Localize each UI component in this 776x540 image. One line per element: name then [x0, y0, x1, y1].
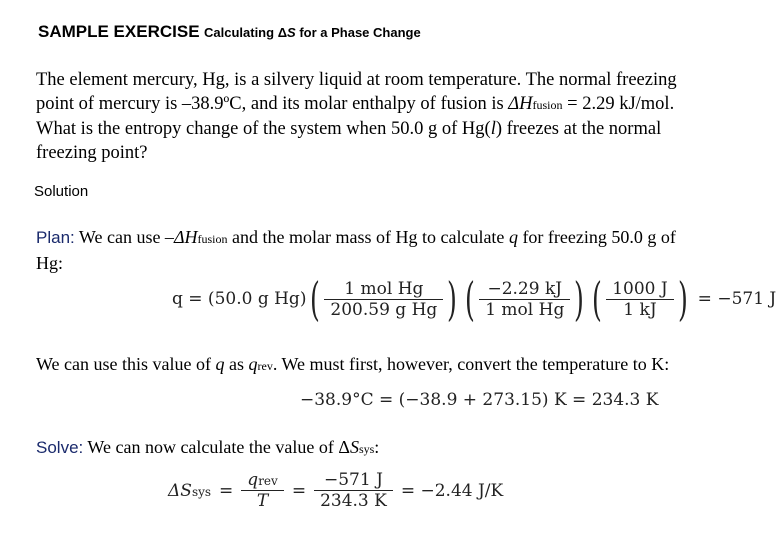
solve-text-1: We can now calculate the value of Δ: [83, 437, 350, 457]
problem-text-1: The element mercury, Hg, is a silvery liquid at room temperature. The normal freezing point of mercury is –38.9ºC, and its molar enthalpy of fusion is: [36, 70, 677, 114]
paren-open-1: (: [310, 272, 321, 326]
problem-text-3: ) freezes at the normal freezing point?: [36, 119, 662, 163]
use-text-3: . We must first, however, convert the temperature to K:: [272, 354, 670, 374]
subtitle-var: S: [287, 25, 296, 40]
problem-statement: [36, 68, 696, 165]
paren-close-2: ): [574, 272, 585, 326]
subtitle-pre: Calculating: [204, 25, 278, 40]
plan-q: q: [508, 227, 518, 247]
paren-close-1: ): [447, 272, 458, 326]
heat-eq-result: = −571 J: [697, 289, 776, 309]
solve-S-sub: sys: [358, 442, 375, 456]
solve-lead: Solve:: [36, 438, 84, 457]
use-q: q: [215, 354, 225, 374]
frac-t-symbol: T: [256, 491, 269, 511]
problem-text-2: = 2.29 kJ/mol. What is the entropy change of the system when 50.0 g of Hg(: [36, 94, 675, 139]
frac-values-num: −571 J: [314, 470, 393, 491]
entropy-eq-lhs: [168, 481, 211, 501]
frac-q-sub: rev: [258, 474, 278, 488]
fraction-values: [314, 470, 393, 511]
problem-dH-sub: fusion: [532, 98, 563, 112]
frac-q: q: [247, 470, 259, 490]
exercise-header: [38, 22, 421, 42]
heat-eq-lhs: q = (50.0 g Hg): [172, 289, 307, 309]
paren-open-3: (: [592, 272, 603, 326]
use-text-2: as: [224, 354, 249, 374]
paren-open-2: (: [465, 272, 476, 326]
exercise-subtitle: [204, 25, 421, 40]
plan-paragraph: [36, 225, 696, 275]
entropy-eq-result: = −2.44 J/K: [400, 480, 504, 501]
fraction-q-over-t: [241, 470, 284, 511]
solve-paragraph: [36, 437, 379, 458]
frac-qrev: [241, 470, 284, 491]
plan-lead: Plan:: [36, 228, 75, 247]
frac-t: [241, 491, 284, 511]
fraction-enthalpy: −2.29 kJ 1 mol Hg: [479, 279, 570, 320]
temperature-equation: −38.9°C = (−38.9 + 273.15) K = 234.3 K: [300, 390, 659, 410]
plan-dH: ΔH: [173, 227, 198, 247]
plan-text-3: for freezing 50.0 g of Hg:: [36, 227, 676, 273]
plan-text-2: and the molar mass of Hg to calculate: [227, 227, 509, 247]
solution-label: Solution: [34, 183, 89, 200]
subtitle-post: for a Phase Change: [295, 25, 421, 40]
entropy-lhs-symbol: ΔS: [168, 480, 192, 501]
plan-text-1: We can use –: [74, 227, 174, 247]
heat-equation: [172, 272, 776, 326]
paren-close-3: ): [677, 272, 688, 326]
subtitle-delta: Δ: [277, 25, 288, 40]
fraction-kj-to-j: 1000 J 1 kJ: [606, 279, 673, 320]
problem-l: l: [490, 119, 496, 139]
entropy-lhs-sub: sys: [191, 484, 212, 499]
conversion-paragraph: [36, 352, 696, 378]
fraction-molar-mass: 1 mol Hg 200.59 g Hg: [324, 279, 443, 320]
exercise-title: SAMPLE EXERCISE: [38, 22, 200, 41]
equals-2: =: [291, 480, 307, 501]
plan-dH-sub: fusion: [197, 232, 228, 246]
solve-S: S: [349, 437, 359, 457]
use-qrev-sub: rev: [257, 359, 273, 373]
problem-dH: ΔH: [508, 94, 533, 114]
use-qrev: q: [248, 354, 258, 374]
use-text-1: We can use this value of: [36, 354, 216, 374]
frac-values-den: 234.3 K: [320, 491, 387, 511]
entropy-equation: [168, 470, 503, 511]
equals-1: =: [219, 480, 234, 501]
solve-text-2: :: [374, 437, 380, 457]
